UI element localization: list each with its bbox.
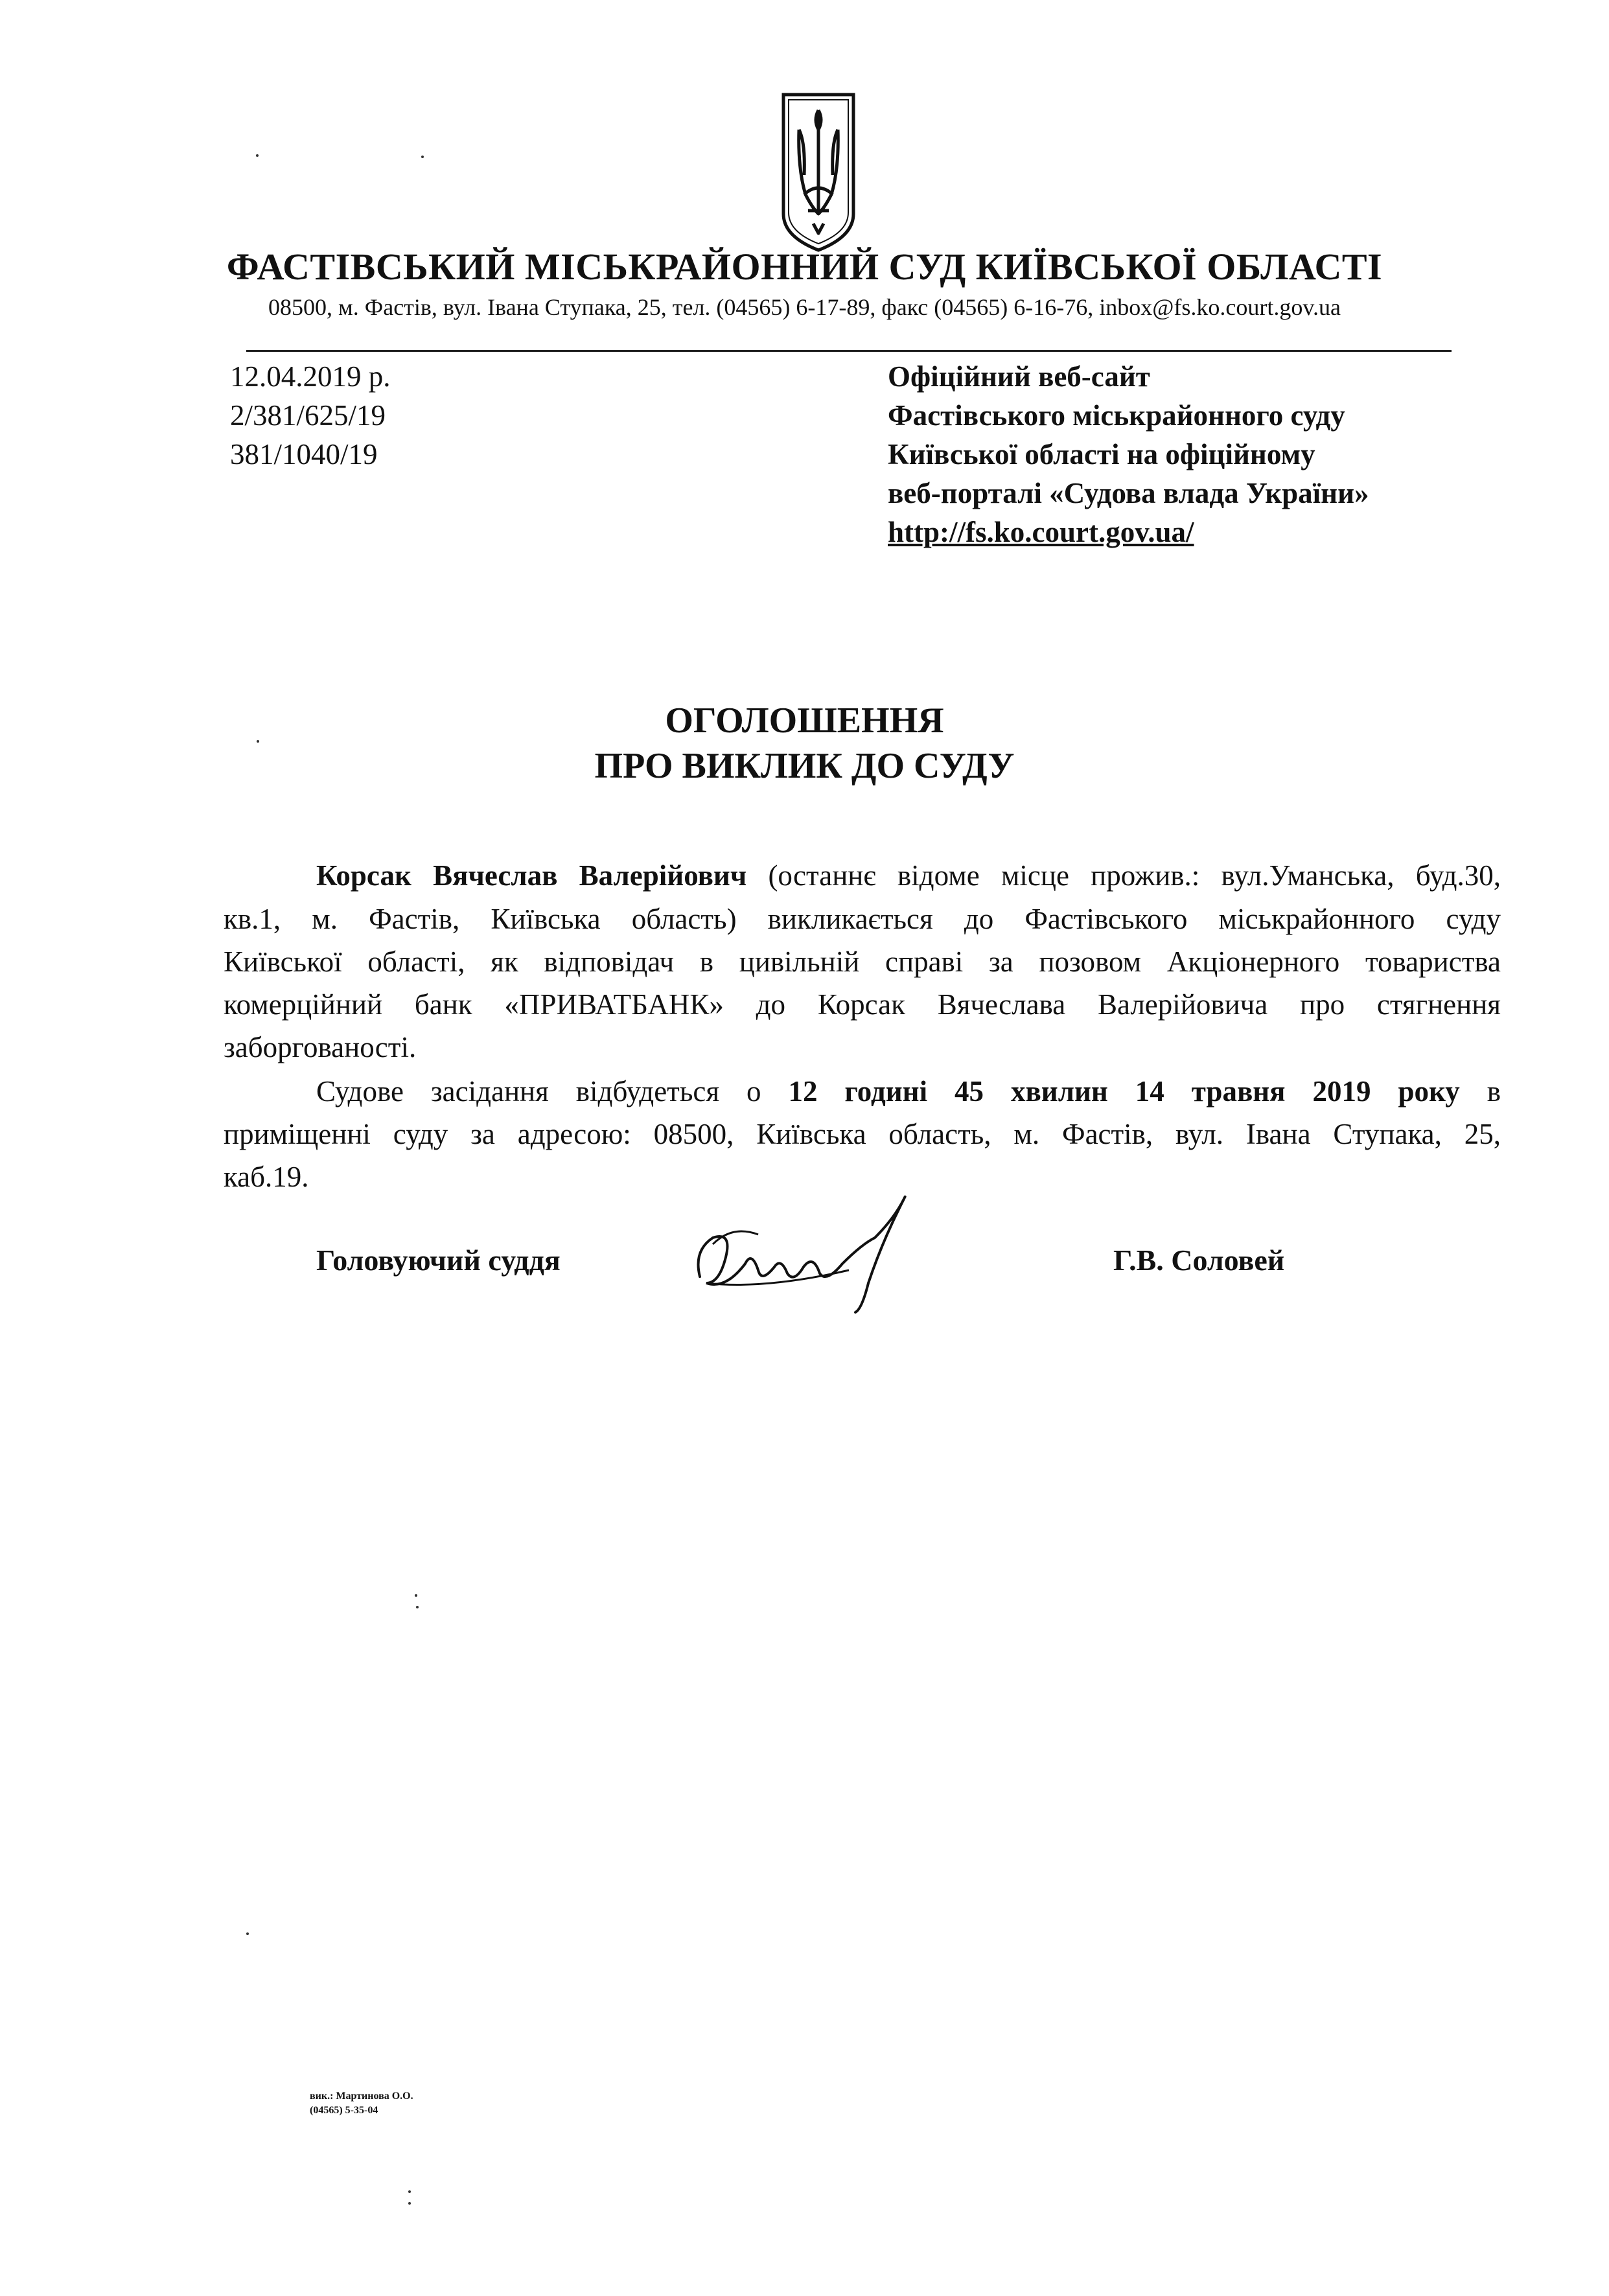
court-contact-line: 08500, м. Фастів, вул. Івана Ступака, 25, тел. (04565) 6-17-89, факс (04565) 6-16-76, inbox@fs.ko.court.gov.ua xyxy=(268,294,1341,320)
scan-speck xyxy=(421,156,424,158)
defendant-name: Корсак Вячеслав Валерійович xyxy=(316,859,747,892)
recipient-line-3: Київської області на офіційному xyxy=(888,438,1315,470)
paragraph-2-line-1 xyxy=(316,1074,1501,1108)
recipient-url-link[interactable]: http://fs.ko.court.gov.ua/ xyxy=(888,516,1194,548)
paragraph-2-line-3: каб.19. xyxy=(224,1161,309,1193)
scan-speck xyxy=(408,2190,411,2193)
scan-speck xyxy=(416,1606,419,1608)
recipient-line-2: Фастівського міськрайонного суду xyxy=(888,399,1345,432)
trident-coat-of-arms-icon xyxy=(780,91,857,253)
paragraph-2-line-2: приміщенні суду за адресою: 08500, Київська область, м. Фастів, вул. Івана Ступака, 25, xyxy=(224,1118,1501,1150)
handwritten-signature-icon xyxy=(687,1186,959,1316)
scan-speck xyxy=(257,740,259,743)
hearing-intro-end: в xyxy=(1459,1075,1501,1107)
announcement-title: ОГОЛОШЕННЯ xyxy=(665,701,944,741)
scan-speck xyxy=(246,1932,249,1935)
judge-name: Г.В. Соловей xyxy=(1113,1244,1285,1277)
signature-label: Головуючий суддя xyxy=(316,1244,561,1277)
document-date: 12.04.2019 р. xyxy=(230,360,391,393)
paragraph-1-line-3: Київської області, як відповідач в цивільній справі за позовом Акціонерного товариства xyxy=(224,945,1501,978)
announcement-subtitle: ПРО ВИКЛИК ДО СУДУ xyxy=(594,746,1015,786)
scan-speck xyxy=(415,1594,417,1597)
paragraph-1-line-1 xyxy=(316,859,1501,892)
court-name: ФАСТІВСЬКИЙ МІСЬКРАЙОННИЙ СУД КИЇВСЬКОЇ ОБЛАСТІ xyxy=(226,246,1383,288)
recipient-line-4: веб-порталі «Судова влада України» xyxy=(888,477,1369,509)
hearing-intro: Судове засідання відбудеться о xyxy=(316,1075,789,1107)
hearing-datetime: 12 годині 45 хвилин 14 травня 2019 року xyxy=(788,1075,1460,1107)
scan-speck xyxy=(256,154,259,157)
defendant-address: (останнє відоме місце прожив.: вул.Уманська, буд.30, xyxy=(747,859,1501,892)
paragraph-1-line-2: кв.1, м. Фастів, Київська область) викликається до Фастівського міськрайонного суду xyxy=(224,903,1501,935)
scan-speck xyxy=(408,2202,411,2205)
recipient-line-1: Офіційний веб-сайт xyxy=(888,360,1150,393)
paragraph-1-line-5: заборгованості. xyxy=(224,1031,417,1063)
case-number-1: 2/381/625/19 xyxy=(230,399,386,432)
header-divider xyxy=(246,350,1452,352)
paragraph-1-line-4: комерційний банк «ПРИВАТБАНК» до Корсак Вячеслава Валерійовича про стягнення xyxy=(224,988,1501,1021)
case-number-2: 381/1040/19 xyxy=(230,438,378,470)
executor-name: вик.: Мартинова О.О. xyxy=(310,2091,413,2102)
executor-phone: (04565) 5-35-04 xyxy=(310,2105,378,2116)
